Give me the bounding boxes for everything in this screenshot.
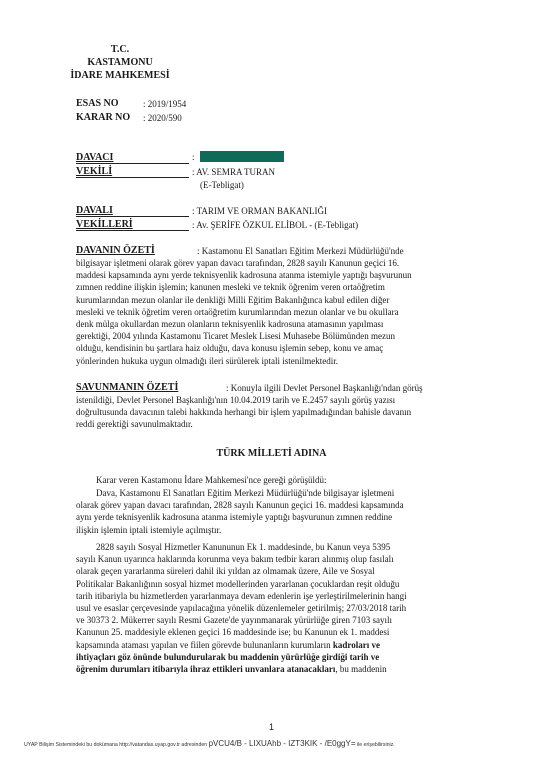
savunma-line-0: : Konuyla ilgili Devlet Personel Başkanlığı'ndan görüş bbox=[226, 383, 423, 393]
decision-p3-line: sayılı Kanun uyarınca haklarında korunma veya bakım tedbir kararı alınmış olup fasılalı bbox=[76, 554, 394, 565]
karar-label: KARAR NO bbox=[76, 112, 131, 123]
davali-vekili-value: : Av. ŞERİFE ÖZKUL ELİBOL - (E-Tebligat) bbox=[192, 220, 359, 230]
savunma-line: doğrultusunda davacının talebi hakkında herhangi bir işlem yapılmadığından bahisle davanın bbox=[76, 407, 412, 418]
savunma-line: reddi gerektiği savunulmaktadır. bbox=[76, 419, 193, 430]
decision-p2-line: aynı yerde teknisyenlik kadrosuna atanma istemiyle yaptığı başvurunun zımnen reddine bbox=[76, 512, 393, 523]
davali-value: : TARIM VE ORMAN BAKANLIĞI bbox=[192, 206, 327, 216]
decision-p2-line: ilişkin işlemin iptali istemiyle açılmıştır. bbox=[76, 524, 222, 535]
decision-p3-line: Politikalar Bakanlığının sosyal hizmet modellerinden yararlanan çocuklardan reşit olduğu bbox=[76, 578, 400, 589]
davanin-lines bbox=[76, 257, 468, 367]
davanin-line: kurumlarından mezun olanlar ile denkliği Milli Eğitim Bakanlığınca kabul edilen diğer bbox=[76, 294, 390, 305]
davanin-line: maddesi kapsamında aynı yerde teknisyenlik kadrosuna atanma istemiyle yaptığı başvurunun bbox=[76, 270, 412, 281]
decision-p3-line: olarak geçen yararlanma süreleri dahil iki yıldan az olmamak üzere, Aile ve Sosyal bbox=[76, 566, 375, 577]
decision-p1: Karar veren Kastamonu İdare Mahkemesi'nce gereği görüşüldü: bbox=[96, 475, 327, 485]
davanin-line: olduğu, kendisinin bu şartlara haiz olduğu, dava konusu işlemin sebep, konu ve amaç bbox=[76, 343, 384, 354]
davanin-line: yönlerinden hukuka uygun olmadığı ileri sürülerek iptali istenilmektedir. bbox=[76, 355, 338, 366]
footer-verification-code: pVCU4/B - LIXUAhb - IZT3KIK - /E0ggY= bbox=[208, 739, 356, 748]
vekili-note: (E-Tebligat) bbox=[200, 180, 244, 190]
decision-p3-text: kapsamında ataması yapılan ve fiilen görevde bulunanların kurumların bbox=[76, 639, 333, 650]
savunma-lines bbox=[76, 394, 468, 431]
davaci-label: DAVACI bbox=[76, 152, 114, 163]
vekili-label: VEKİLİ bbox=[76, 166, 113, 177]
davanin-line-0: : Kastamonu El Sanatları Eğitim Merkezi Müdürlüğü'nde bbox=[197, 246, 404, 256]
davali-vekili-underline bbox=[76, 230, 189, 231]
footer-line bbox=[24, 739, 524, 748]
decision-title: TÜRK MİLLETİ ADINA bbox=[216, 448, 327, 459]
decision-p3-bold-line: ihtiyaçları göz önünde bulundurularak bu maddenin yürürlüğe girdiği tarih ve bbox=[76, 651, 380, 662]
vekili-underline bbox=[76, 177, 189, 178]
decision-p3-bold: öğrenim durumları itibarıyla ihraz ettikleri unvanlara atanacakları bbox=[76, 664, 336, 675]
vekili-value: : AV. SEMRA TURAN bbox=[192, 167, 276, 177]
savunma-ozeti-label: SAVUNMANIN ÖZETİ bbox=[76, 382, 179, 393]
decision-p3-line: usul ve esaslar çerçevesinde yapılacağına yönelik düzenlemeler getirilmiş; 27/03/2018 tarih bbox=[76, 603, 407, 614]
page-number: 1 bbox=[268, 722, 274, 732]
davanin-line: bilgisayar işletmeni olarak görev yapan davacı tarafından, 2828 sayılı Kanunun geçici 16. bbox=[76, 258, 400, 268]
decision-p3-line: tarih itibariyla bu hizmetlerden yararlanmaya devam edenlerin işe yerleştirilmelerinin hangi bbox=[76, 590, 407, 601]
decision-p3-line bbox=[76, 639, 468, 651]
decision-p3-bold: kadroları ve bbox=[332, 639, 381, 650]
esas-label: ESAS NO bbox=[76, 98, 119, 109]
davali-vekili-label: VEKİLLERİ bbox=[76, 219, 133, 230]
decision-p3 bbox=[76, 541, 468, 675]
davali-label: DAVALI bbox=[76, 205, 113, 216]
header-court: İDARE MAHKEMESİ bbox=[70, 70, 170, 81]
savunma-line: istenildiği, Devlet Personel Başkanlığı'nın 10.04.2019 tarih ve E.2457 sayılı görüş yazısı bbox=[76, 395, 396, 405]
decision-p3-line: Kanunun 25. maddesiyle eklenen geçici 16 maddesinde ise; bu Kanunun ek 1. maddesi bbox=[76, 627, 390, 638]
redacted-name-block bbox=[200, 151, 284, 162]
footer-right-text: ile erişebilirsiniz. bbox=[356, 742, 395, 748]
decision-p2 bbox=[76, 487, 468, 536]
header-tc: T.C. bbox=[110, 44, 130, 55]
davanin-line: denk mülga okullardan mezun olanların teknisyenlik kadrosuna atamasının yapılması bbox=[76, 319, 384, 330]
decision-p3-line: 2828 sayılı Sosyal Hizmetler Kanununun Ek 1. maddesinde, bu Kanun veya 5395 bbox=[96, 542, 391, 552]
header-city: KASTAMONU bbox=[87, 57, 153, 68]
karar-value: : 2020/590 bbox=[143, 113, 182, 123]
esas-value: : 2019/1954 bbox=[143, 99, 187, 109]
davanin-ozeti-label: DAVANIN ÖZETİ bbox=[76, 245, 155, 256]
davanin-line: zımnen reddine ilişkin işlemin; kanunen mesleki ve teknik öğrenim veren ortaöğretim bbox=[76, 282, 385, 293]
davaci-underline bbox=[76, 163, 189, 164]
decision-p2-line: Dava, Kastamonu El Sanatları Eğitim Merkezi Müdürlüğü'nde bilgisayar işletmeni bbox=[96, 488, 395, 498]
footer-left-text: UYAP Bilişim Sistemindeki bu dokümana http://vatandas.uyap.gov.tr adresinden bbox=[24, 742, 208, 748]
davanin-line: gerektiği, 2004 yılında Kastamonu Ticaret Meslek Lisesi Muhasebe Bölümünden mezun bbox=[76, 331, 395, 342]
davali-underline bbox=[76, 216, 189, 217]
davanin-line: mesleki ve teknik öğretim veren ortaöğretim kurumlarından mezun olanlar ve bu okullara bbox=[76, 306, 399, 317]
decision-p3-line: ve 30373 2. Mükerrer sayılı Resmi Gazete'de yayınmanarak yürürlüğe giren 7103 sayılı bbox=[76, 615, 393, 626]
decision-p3-text: , bu maddenin bbox=[335, 664, 387, 675]
decision-p2-line: olarak görev yapan davacı tarafından, 2828 sayılı Kanunun geçici 16. maddesi kapsamında bbox=[76, 500, 404, 511]
decision-p3-line bbox=[76, 663, 468, 675]
davaci-colon: : bbox=[192, 152, 195, 162]
